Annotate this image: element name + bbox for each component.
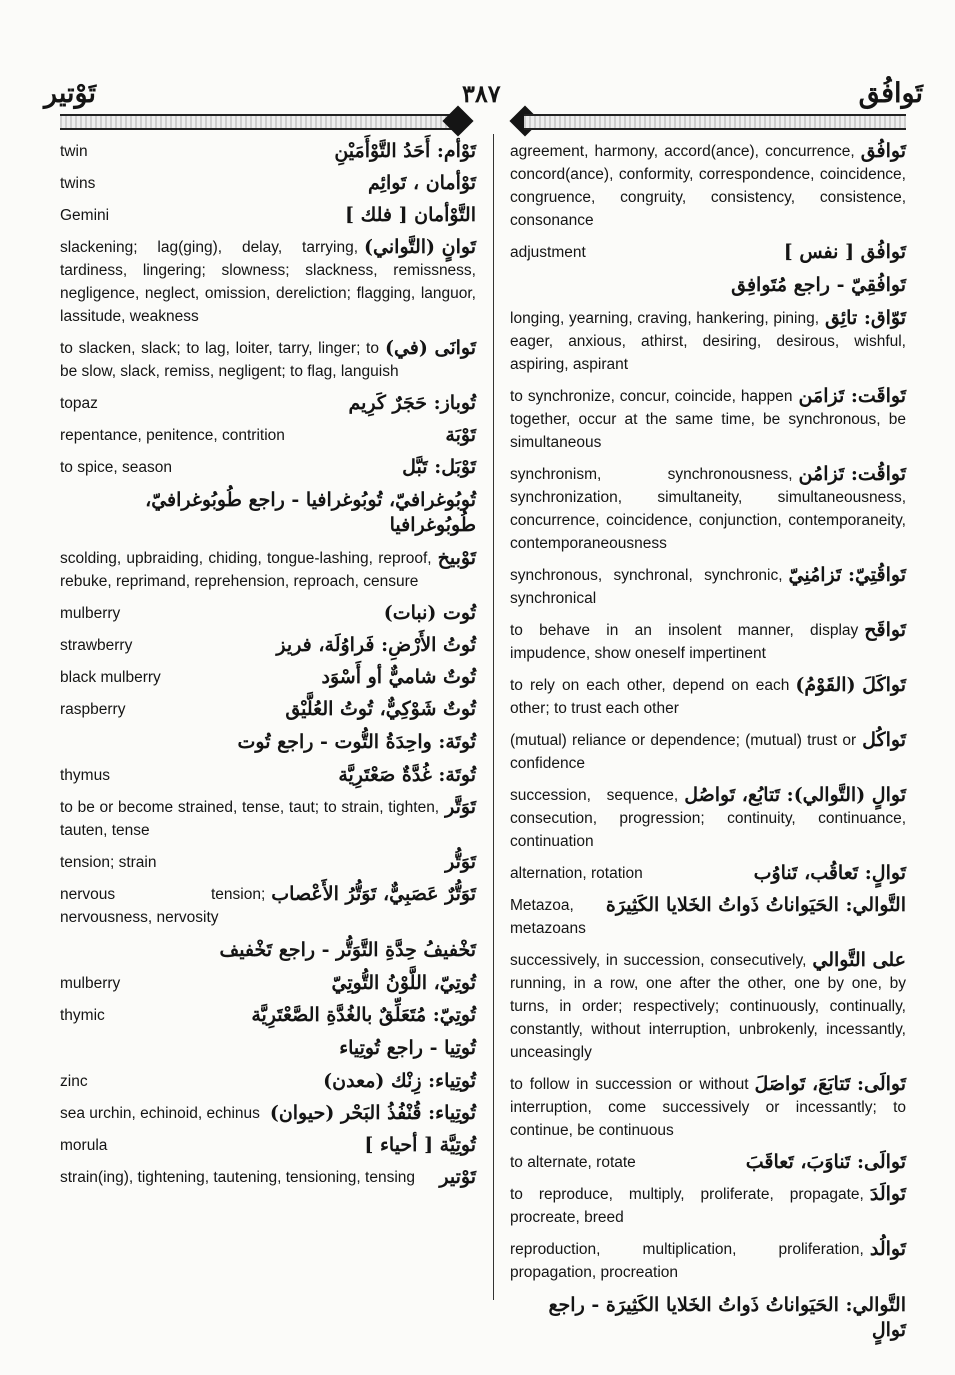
left-column bbox=[60, 140, 476, 1198]
english-definition: Metazoa, metazoans bbox=[510, 897, 586, 937]
arabic-headword: تَواقُت: تَزامُن bbox=[798, 463, 906, 485]
arabic-headword: تَوانَى (في) bbox=[384, 337, 476, 359]
english-definition: black mulberry bbox=[60, 669, 161, 686]
english-definition: adjustment bbox=[510, 244, 586, 261]
dictionary-entry bbox=[60, 337, 476, 383]
english-definition: to spice, season bbox=[60, 459, 173, 476]
dictionary-entry bbox=[60, 1102, 476, 1125]
arabic-headword: تَوالَى: تَناوَبَ، تَعاقَبَ bbox=[745, 1151, 906, 1173]
arabic-headword: تَوْأم: أَحَدُ التَّوْأَمَيْنِ bbox=[334, 140, 476, 162]
english-definition: mulberry bbox=[60, 605, 121, 622]
arabic-headword: على التَّوالي bbox=[812, 949, 906, 971]
english-definition: to synchronize, concur, coincide, happen together, occur at the same time, be synchronous, be simultaneous bbox=[510, 388, 906, 451]
arabic-headword: تَوَتُّرٌ عَصَبِيٌّ، تَوَتُّرُ الأَعْصاب bbox=[271, 883, 476, 905]
dictionary-entry bbox=[60, 972, 476, 995]
english-definition: topaz bbox=[60, 395, 98, 412]
guide-word-right: تَوافُق bbox=[858, 78, 923, 109]
english-definition: morula bbox=[60, 1137, 108, 1154]
dictionary-entry bbox=[510, 1183, 906, 1229]
dictionary-entry bbox=[510, 862, 906, 885]
dictionary-entry bbox=[510, 241, 906, 264]
arabic-headword: تُوتِيَّة [ أحياء ] bbox=[364, 1134, 476, 1156]
english-definition: alternation, rotation bbox=[510, 865, 643, 882]
arabic-headword: التَّوْأمان [ فلك ] bbox=[344, 204, 476, 226]
arabic-headword: تَوْبيخ bbox=[437, 547, 476, 569]
arabic-cross-reference: تَخْفيفُ حِدَّةِ التَّوَتُّر - راجع تَخْفيف bbox=[219, 939, 476, 961]
english-definition: thymus bbox=[60, 767, 110, 784]
dictionary-entry bbox=[510, 140, 906, 232]
english-definition: tension; strain bbox=[60, 854, 157, 871]
arabic-headword: تَوالَدَ bbox=[869, 1183, 906, 1205]
dictionary-entry bbox=[510, 1238, 906, 1284]
english-definition: slackening; lag(ging), delay, tarrying, tardiness, lingering; slowness; slackness, remissness, negligence, neglect, omission, dereliction; flagging, languor, lassitude, weakness bbox=[60, 239, 476, 325]
dictionary-entry bbox=[60, 1004, 476, 1027]
english-definition: succession, sequence, consecution, progression; continuity, continuance, continuation bbox=[510, 787, 906, 850]
arabic-cross-reference: تَوافُقِيّ - راجع مُتَوافِق bbox=[731, 274, 906, 296]
arabic-headword: تَوافُق [ نفس ] bbox=[783, 241, 906, 263]
english-definition: scolding, upbraiding, chiding, tongue-lashing, reproof, rebuke, reprimand, reprehension, reproach, censure bbox=[60, 550, 432, 590]
arabic-headword: تُوتُ الأَرْضِ: فَراوُلَة، فريز bbox=[276, 634, 476, 656]
english-definition: reproduction, multiplication, proliferation, propagation, procreation bbox=[510, 1241, 864, 1281]
dictionary-entry bbox=[60, 602, 476, 625]
dictionary-entry bbox=[510, 385, 906, 454]
arabic-headword: تُوباز: حَجَرٌ كَرِيم bbox=[348, 392, 476, 414]
arabic-headword: التَّوالي: الحَيَواناتُ ذَواتُ الخَلايا الكَثِيرَة bbox=[605, 894, 906, 916]
guide-word-left: تَوْتير bbox=[44, 78, 97, 109]
dictionary-entry bbox=[60, 730, 476, 755]
english-definition: longing, yearning, craving, hankering, pining, eager, anxious, athirst, desiring, desirous, wishful, aspiring, aspirant bbox=[510, 310, 906, 373]
english-definition: synchronism, synchronousness, synchronization, simultaneity, simultaneousness, concurrence, coincidence, conjunction, contemporaneity, contemporaneousness bbox=[510, 466, 906, 552]
dictionary-entry bbox=[510, 1073, 906, 1142]
arabic-headword: تُوتٌ شاميٌّ أو أَسْوَد bbox=[321, 666, 476, 688]
dictionary-entry bbox=[510, 307, 906, 376]
english-definition: (mutual) reliance or dependence; (mutual) trust or confidence bbox=[510, 732, 857, 772]
dictionary-entry bbox=[60, 796, 476, 842]
english-definition: Gemini bbox=[60, 207, 110, 224]
arabic-headword: تَوالَى: تَتابَعَ، تَواصَلَ bbox=[754, 1073, 906, 1095]
english-definition: raspberry bbox=[60, 701, 126, 718]
arabic-headword: تَواكُل bbox=[862, 729, 906, 751]
dictionary-entry bbox=[60, 424, 476, 447]
english-definition: twin bbox=[60, 143, 88, 160]
arabic-headword: تُوتِياء: قُنْفُذُ البَحْر (حيوان) bbox=[269, 1102, 476, 1124]
english-definition: to behave in an insolent manner, display impudence, show oneself impertinent bbox=[510, 622, 859, 662]
arabic-cross-reference: تُوتَة: واحِدَةُ التُّوت - راجع تُوت bbox=[237, 731, 476, 753]
dictionary-entry bbox=[510, 1293, 906, 1343]
dictionary-entry bbox=[60, 392, 476, 415]
page-header bbox=[0, 74, 955, 114]
english-definition: to alternate, rotate bbox=[510, 1154, 636, 1171]
arabic-headword: تُوت (نبات) bbox=[383, 602, 476, 624]
arabic-headword: تَوْبَل: تَبَّل bbox=[402, 456, 476, 478]
english-definition: mulberry bbox=[60, 975, 121, 992]
english-definition: repentance, penitence, contrition bbox=[60, 427, 285, 444]
dictionary-entry bbox=[510, 1151, 906, 1174]
dictionary-entry bbox=[510, 619, 906, 665]
arabic-headword: تُوتِياء: زِنْك (معدن) bbox=[323, 1070, 476, 1092]
arabic-headword: تُوتِيّ: مُتَعَلِّقٌ بالغُدَّةِ الصَّعْتَرِيَّة bbox=[251, 1004, 476, 1026]
english-definition: sea urchin, echinoid, echinus bbox=[60, 1105, 260, 1122]
dictionary-entry bbox=[60, 1134, 476, 1157]
english-definition: twins bbox=[60, 175, 96, 192]
dictionary-entry bbox=[60, 204, 476, 227]
arabic-headword: تَوْبَة bbox=[445, 424, 476, 446]
arabic-headword: تَواكَلَ (القَوْمُ) bbox=[795, 674, 906, 696]
dictionary-entry bbox=[510, 784, 906, 853]
arabic-cross-reference: تُوبُوغرافيّ، تُوبُوغرافيا - راجع طُوبُوغرافيّ، طُوبُوغرافيا bbox=[145, 489, 476, 536]
arabic-headword: تَوانٍ (التَّواني) bbox=[364, 236, 476, 258]
dictionary-entry bbox=[510, 273, 906, 298]
english-definition: to reproduce, multiply, proliferate, propagate, procreate, breed bbox=[510, 1186, 864, 1226]
english-definition: to slacken, slack; to lag, loiter, tarry, linger; to be slow, slack, remiss, negligent; to flag, languish bbox=[60, 340, 399, 380]
dictionary-entry bbox=[60, 456, 476, 479]
dictionary-entry bbox=[60, 634, 476, 657]
dictionary-entry bbox=[60, 488, 476, 538]
dictionary-entry bbox=[510, 564, 906, 610]
arabic-headword: تَوالٍ: تَعاقُب، تَناوُب bbox=[753, 862, 906, 884]
arabic-headword: تَوافُق bbox=[860, 140, 906, 162]
dictionary-entry bbox=[60, 698, 476, 721]
dictionary-entry bbox=[60, 938, 476, 963]
english-definition: zinc bbox=[60, 1073, 88, 1090]
arabic-headword: تَوَتُّر bbox=[445, 851, 476, 873]
english-definition: to be or become strained, tense, taut; to strain, tighten, tauten, tense bbox=[60, 799, 440, 839]
arabic-headword: تَواقَح bbox=[864, 619, 906, 641]
arabic-headword: تُوتَة: غُدَّةٌ صَعْتَرِيَّة bbox=[338, 764, 476, 786]
dictionary-entry bbox=[60, 851, 476, 874]
english-definition: synchronous, synchronal, synchronic, synchronical bbox=[510, 567, 783, 607]
dictionary-entry bbox=[60, 764, 476, 787]
arabic-headword: تَوَتَّر bbox=[445, 796, 476, 818]
arabic-headword: تَوّاق: تائِق bbox=[825, 307, 906, 329]
arabic-headword: تَوالٍ (التَّوالي): تَتابُع، تَواصُل bbox=[684, 784, 906, 806]
page-number: ٣٨٧ bbox=[462, 79, 501, 108]
arabic-headword: تَوْأمان ، تَوائِم bbox=[368, 172, 476, 194]
arabic-headword: تَواقُتِيّ: تَزامُنِيّ bbox=[788, 564, 906, 586]
english-definition: nervous tension; nervousness, nervosity bbox=[60, 886, 266, 926]
english-definition: successively, in succession, consecutively, running, in a row, one after the other, one by one, by turns, in order; respectively; continuously, continually, constantly, without interruption, unbrokenly, incessantly, unceasingly bbox=[510, 952, 906, 1061]
right-column bbox=[510, 140, 906, 1352]
dictionary-entry bbox=[510, 949, 906, 1064]
header-rule-right bbox=[524, 114, 906, 130]
dictionary-entry bbox=[60, 547, 476, 593]
dictionary-entry bbox=[60, 1166, 476, 1189]
arabic-headword: تَواقَت: تَزامَن bbox=[798, 385, 906, 407]
dictionary-entry bbox=[510, 894, 906, 940]
arabic-headword: تَوْتير bbox=[439, 1166, 476, 1188]
arabic-cross-reference: التَّوالي: الحَيَواناتُ ذَواتُ الخَلايا الكَثِيرَة - راجع تَوالٍ bbox=[548, 1294, 906, 1341]
arabic-headword: تُوتِيّ، اللَّوْنُ التُّوتِيّ bbox=[331, 972, 476, 994]
dictionary-entry bbox=[510, 674, 906, 720]
english-definition: agreement, harmony, accord(ance), concurrence, concord(ance), conformity, correspondence, coincidence, congruence, congruity, consistency, consistence, consonance bbox=[510, 143, 906, 229]
header-rule-left bbox=[60, 114, 456, 130]
arabic-headword: تَوالُد bbox=[869, 1238, 906, 1260]
dictionary-entry bbox=[510, 729, 906, 775]
english-definition: strawberry bbox=[60, 637, 133, 654]
dictionary-entry bbox=[60, 1036, 476, 1061]
english-definition: to follow in succession or without interruption, come successively or incessantly; to continue, be continuous bbox=[510, 1076, 906, 1139]
dictionary-entry bbox=[60, 1070, 476, 1093]
dictionary-entry bbox=[60, 172, 476, 195]
column-divider bbox=[493, 134, 494, 1300]
english-definition: to rely on each other, depend on each other; to trust each other bbox=[510, 677, 790, 717]
dictionary-entry bbox=[60, 140, 476, 163]
arabic-cross-reference: تُوتِيا - راجع تُوتِياء bbox=[339, 1037, 476, 1059]
dictionary-entry bbox=[60, 883, 476, 929]
dictionary-entry bbox=[60, 236, 476, 328]
arabic-headword: تُوتٌ شَوْكِيٌّ، تُوتُ العُلَّيْق bbox=[285, 698, 476, 720]
dictionary-entry bbox=[60, 666, 476, 689]
english-definition: strain(ing), tightening, tautening, tensioning, tensing bbox=[60, 1169, 416, 1186]
dictionary-entry bbox=[510, 463, 906, 555]
english-definition: thymic bbox=[60, 1007, 105, 1024]
